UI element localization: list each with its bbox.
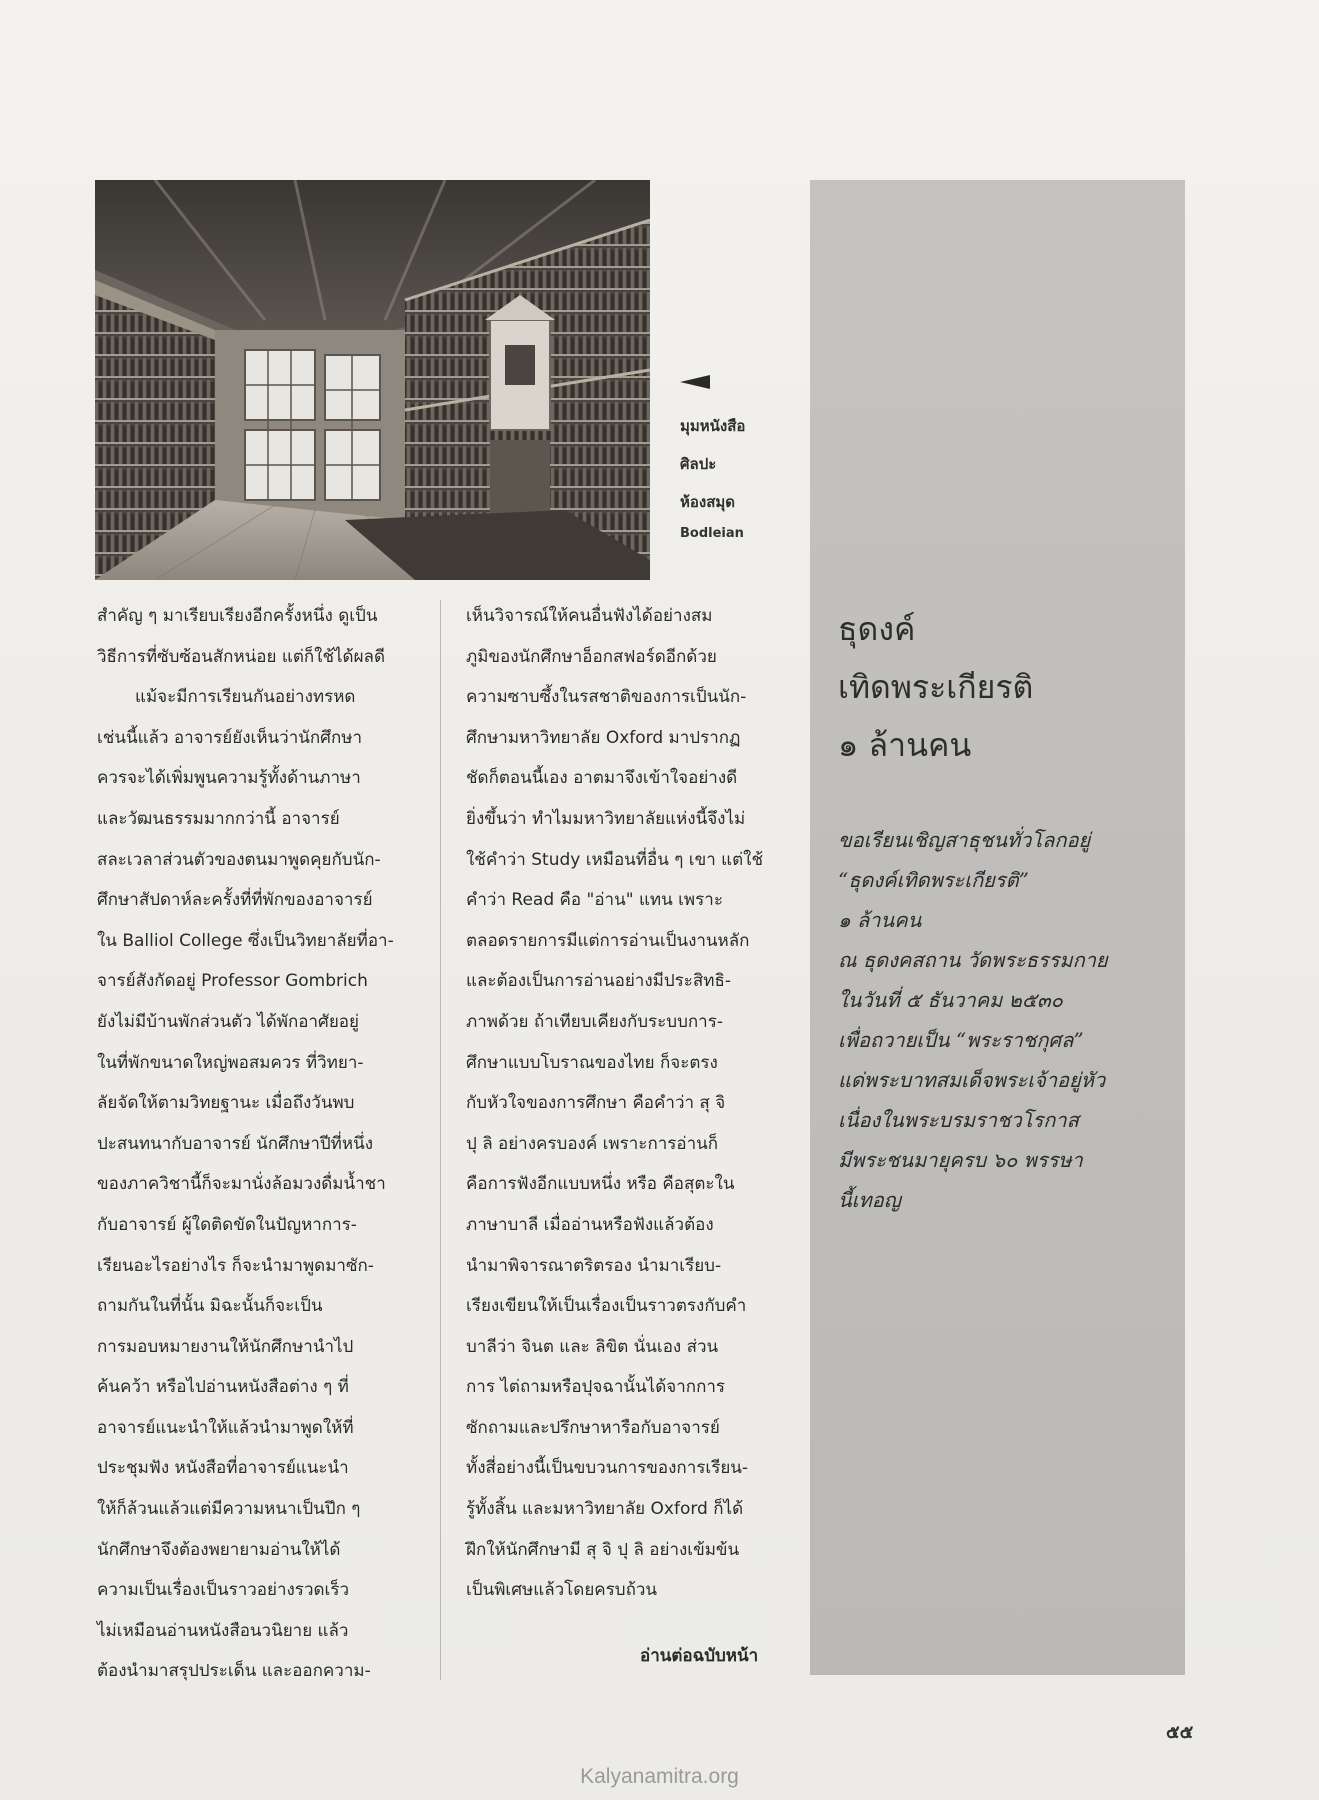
site-watermark: Kalyanamitra.org: [580, 1765, 739, 1788]
text-line: ศึกษาสัปดาห์ละครั้งที่ที่พักของอาจารย์: [97, 890, 373, 911]
caption-english: Bodleian: [680, 526, 744, 541]
text-line: ภาษาบาลี เมื่ออ่านหรือฟังแล้วต้อง: [466, 1214, 714, 1235]
text-line: และต้องเป็นการอ่านอย่างมีประสิทธิ-: [466, 971, 731, 992]
text-line: นักศึกษาจึงต้องพยายามอ่านให้ได้: [97, 1539, 341, 1560]
left-pointer-icon: [680, 375, 710, 389]
text-line: คือการฟังอีกแบบหนึ่ง หรือ คือสุตะใน: [466, 1174, 735, 1195]
announcement-line: แด่พระบาทสมเด็จพระเจ้าอยู่หัว: [838, 1068, 1106, 1092]
text-line: วิธีการที่ซับซ้อนสักหน่อย แต่ก็ใช้ได้ผลดี: [97, 646, 386, 667]
text-line: ของภาควิชานี้ก็จะมานั่งล้อมวงดื่มน้ำชา: [97, 1174, 386, 1195]
text-line: ฝึกให้นักศึกษามี สุ จิ ปุ ลิ อย่างเข้มข้น: [466, 1539, 740, 1560]
caption-line: มุมหนังสือ: [680, 417, 746, 435]
text-line: ตลอดรายการมีแต่การอ่านเป็นงานหลัก: [466, 930, 750, 951]
text-line: ใน Balliol College ซึ่งเป็นวิทยาลัยที่อา-: [97, 930, 394, 951]
text-line: คำว่า Read คือ "อ่าน" แทน เพราะ: [466, 890, 723, 911]
text-line: แม้จะมีการเรียนกันอย่างทรหด: [135, 687, 356, 708]
text-line: ลัยจัดให้ตามวิทยฐานะ เมื่อถึงวันพบ: [97, 1093, 355, 1114]
title-line: เทิดพระเกียรติ: [838, 668, 1034, 706]
text-line: เช่นนี้แล้ว อาจารย์ยังเห็นว่านักศึกษา: [97, 727, 363, 748]
announcement-line: ๑ ล้านคน: [838, 908, 922, 932]
text-line: ให้ก็ล้วนแล้วแต่มีความหนาเป็นปึก ๆ: [97, 1499, 361, 1520]
text-line: ต้องนำมาสรุปประเด็น และออกความ-: [97, 1661, 371, 1682]
title-line: ธุดงค์: [838, 610, 916, 648]
column-divider: [440, 600, 441, 1680]
announcement-line: ขอเรียนเชิญสาธุชนทั่วโลกอยู่: [838, 828, 1091, 852]
article-column-left: [97, 596, 427, 1692]
text-line: อาจารย์แนะนำให้แล้วนำมาพูดให้ที่: [97, 1417, 354, 1438]
text-line: เรียนอะไรอย่างไร ก็จะนำมาพูดมาซัก-: [97, 1255, 374, 1276]
text-line: ใช้คำว่า Study เหมือนที่อื่น ๆ เขา แต่ใช้: [466, 849, 763, 870]
text-line: ความซาบซึ้งในรสชาติของการเป็นนัก-: [466, 687, 747, 708]
text-line: เป็นพิเศษแล้วโดยครบถ้วน: [466, 1580, 658, 1601]
text-line: ทั้งสี่อย่างนี้เป็นขบวนการของการเรียน-: [466, 1458, 749, 1479]
text-line: ถามกันในที่นั้น มิฉะนั้นก็จะเป็น: [97, 1296, 323, 1317]
text-line: ค้นคว้า หรือไปอ่านหนังสือต่าง ๆ ที่: [97, 1377, 349, 1398]
announcement-line: เพื่อถวายเป็น “พระราชกุศล”: [838, 1028, 1084, 1052]
text-line: ชัดก็ตอนนี้เอง อาตมาจึงเข้าใจอย่างดี: [466, 768, 738, 789]
text-line: การ ไต่ถามหรือปุจฉานั้นได้จากการ: [466, 1377, 726, 1398]
text-line: ศึกษามหาวิทยาลัย Oxford มาปรากฏ: [466, 727, 741, 748]
text-line: กับหัวใจของการศึกษา คือคำว่า สุ จิ: [466, 1093, 726, 1114]
text-line: ภูมิของนักศึกษาอ็อกสฟอร์ดอีกด้วย: [466, 646, 717, 667]
announcement-line: มีพระชนมายุครบ ๖๐ พรรษา: [838, 1148, 1083, 1172]
library-photo: [95, 180, 650, 580]
text-line: ไม่เหมือนอ่านหนังสือนวนิยาย แล้ว: [97, 1620, 349, 1641]
announcement-text: [838, 820, 1178, 1220]
text-line: สละเวลาส่วนตัวของตนมาพูดคุยกับนัก-: [97, 849, 381, 870]
announcement-line: ณ ธุดงคสถาน วัดพระธรรมกาย: [838, 948, 1108, 972]
text-line: ปะสนทนากับอาจารย์ นักศึกษาปีที่หนึ่ง: [97, 1133, 374, 1154]
page-number: ๕๕: [1166, 1722, 1194, 1743]
text-line: สำคัญ ๆ มาเรียบเรียงอีกครั้งหนึ่ง ดูเป็น: [97, 606, 378, 626]
text-line: เรียงเขียนให้เป็นเรื่องเป็นราวตรงกับคำ: [466, 1296, 747, 1317]
photo-caption: [680, 375, 800, 547]
continued-next-issue: อ่านต่อฉบับหน้า: [640, 1646, 759, 1666]
text-line: บาลีว่า จินต และ ลิขิต นั่นเอง ส่วน: [466, 1336, 719, 1357]
text-line: ภาพด้วย ถ้าเทียบเคียงกับระบบการ-: [466, 1011, 723, 1032]
text-line: ยังไม่มีบ้านพักส่วนตัว ได้พักอาศัยอยู่: [97, 1011, 359, 1032]
announcement-line: ในวันที่ ๕ ธันวาคม ๒๕๓๐: [838, 988, 1063, 1012]
announcement-line: นี้เทอญ: [838, 1188, 901, 1212]
title-line: ๑ ล้านคน: [838, 726, 972, 764]
text-line: ในที่พักขนาดใหญ่พอสมควร ที่วิทยา-: [97, 1052, 364, 1073]
library-interior-illustration: [95, 180, 650, 580]
announcement-line: เนื่องในพระบรมราชวโรกาส: [838, 1108, 1079, 1132]
text-line: เห็นวิจารณ์ให้คนอื่นฟังได้อย่างสม: [466, 606, 713, 626]
text-line: ประชุมฟัง หนังสือที่อาจารย์แนะนำ: [97, 1458, 349, 1479]
text-line: ยิ่งขึ้นว่า ทำไมมหาวิทยาลัยแห่งนี้จึงไม่: [466, 808, 746, 829]
text-line: และวัฒนธรรมมากกว่านี้ อาจารย์: [97, 808, 340, 829]
announcement-line: “ธุดงค์เทิดพระเกียรติ”: [838, 868, 1029, 892]
text-line: ความเป็นเรื่องเป็นราวอย่างรวดเร็ว: [97, 1580, 350, 1601]
text-line: ศึกษาแบบโบราณของไทย ก็จะตรง: [466, 1052, 718, 1073]
text-line: การมอบหมายงานให้นักศึกษานำไป: [97, 1336, 354, 1357]
text-line: ปุ ลิ อย่างครบองค์ เพราะการอ่านก็: [466, 1133, 719, 1154]
text-line: ควรจะได้เพิ่มพูนความรู้ทั้งด้านภาษา: [97, 768, 361, 789]
text-line: จารย์สังกัดอยู่ Professor Gombrich: [97, 971, 368, 992]
announcement-title: [838, 600, 1178, 774]
article-column-right: [466, 596, 796, 1611]
text-line: นำมาพิจารณาตริตรอง นำมาเรียบ-: [466, 1255, 722, 1276]
caption-line: ห้องสมุด: [680, 493, 736, 511]
text-line: ซักถามและปรึกษาหารือกับอาจารย์: [466, 1417, 720, 1438]
text-line: รู้ทั้งสิ้น และมหาวิทยาลัย Oxford ก็ได้: [466, 1499, 744, 1520]
caption-line: ศิลปะ: [680, 455, 717, 473]
text-line: กับอาจารย์ ผู้ใดติดขัดในปัญหาการ-: [97, 1214, 357, 1235]
